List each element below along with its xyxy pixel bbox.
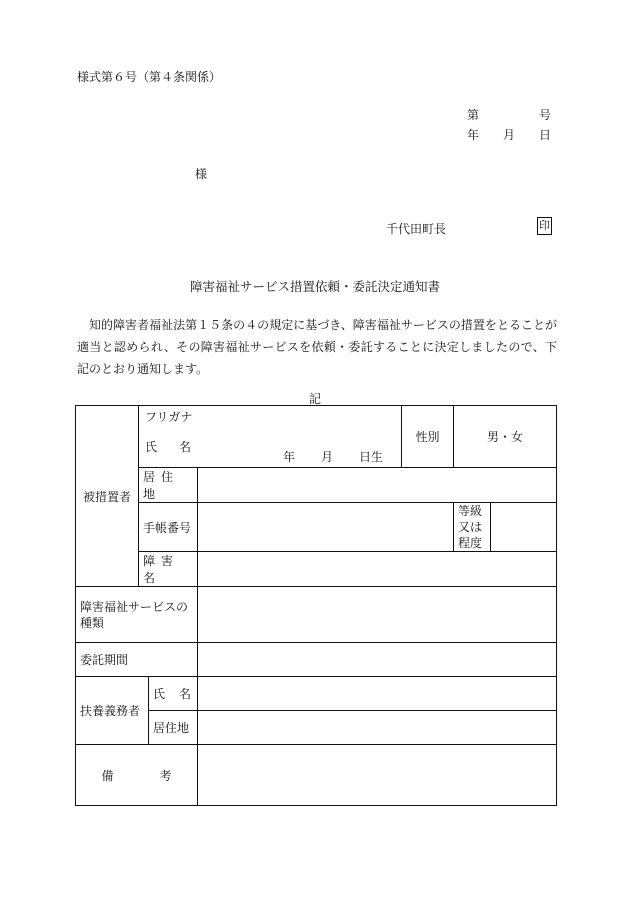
handbook-number-label: 手帳番号 (139, 503, 198, 552)
furigana-label: フリガナ (145, 410, 193, 424)
gender-label: 性別 (402, 406, 454, 468)
document-title: 障害福祉サービス措置依頼・委託決定通知書 (189, 279, 440, 294)
date-day: 日 (538, 128, 551, 142)
period-label: 委託期間 (76, 643, 198, 677)
form-number: 様式第６号（第４条関係） (77, 70, 222, 84)
address-field[interactable] (198, 468, 557, 503)
guardian-name-field[interactable] (198, 677, 557, 711)
date-year: 年 (467, 128, 480, 142)
period-field[interactable] (198, 643, 557, 677)
date-month: 月 (502, 128, 515, 142)
ref-no-prefix: 第 (467, 108, 480, 122)
service-type-label: 障害福祉サービスの種類 (76, 587, 198, 643)
remarks-field[interactable] (198, 745, 557, 806)
grade-label: 等級又は程度 (454, 503, 491, 552)
disability-name-field[interactable] (198, 552, 557, 587)
ref-no-suffix: 号 (538, 108, 551, 122)
birth-date-label: 年 月 日生 (282, 450, 383, 464)
service-type-field[interactable] (198, 587, 557, 643)
name-cell[interactable] (139, 406, 402, 468)
issuer: 千代田町長 (386, 222, 447, 236)
subject-group-label: 被措置者 (76, 406, 139, 587)
handbook-number-field[interactable] (198, 503, 454, 552)
guardian-address-label: 居住地 (149, 711, 198, 745)
seal-mark: 印 (537, 217, 552, 235)
ki-marker: 記 (308, 392, 321, 406)
addressee: 様 (195, 167, 208, 181)
address-label: 居住地 (139, 468, 198, 503)
remarks-label: 備 考 (76, 745, 198, 806)
body-paragraph: 知的障害者福祉法第１５条の４の規定に基づき、障害福祉サービスの措置をとることが適当と認められ、その障害福祉サービスを依頼・委託することに決定しましたので、下記のとおり通知します。 (77, 318, 557, 376)
grade-field[interactable] (491, 503, 557, 552)
guardian-name-label: 氏 名 (149, 677, 198, 711)
guardian-group-label: 扶養義務者 (76, 677, 149, 745)
gender-options[interactable]: 男・女 (454, 406, 557, 468)
issue-date (467, 126, 551, 143)
reference-number (467, 106, 551, 123)
name-label: 氏 名 (145, 440, 192, 454)
notification-form-table (75, 405, 557, 806)
disability-name-label: 障害名 (139, 552, 198, 587)
guardian-address-field[interactable] (198, 711, 557, 745)
